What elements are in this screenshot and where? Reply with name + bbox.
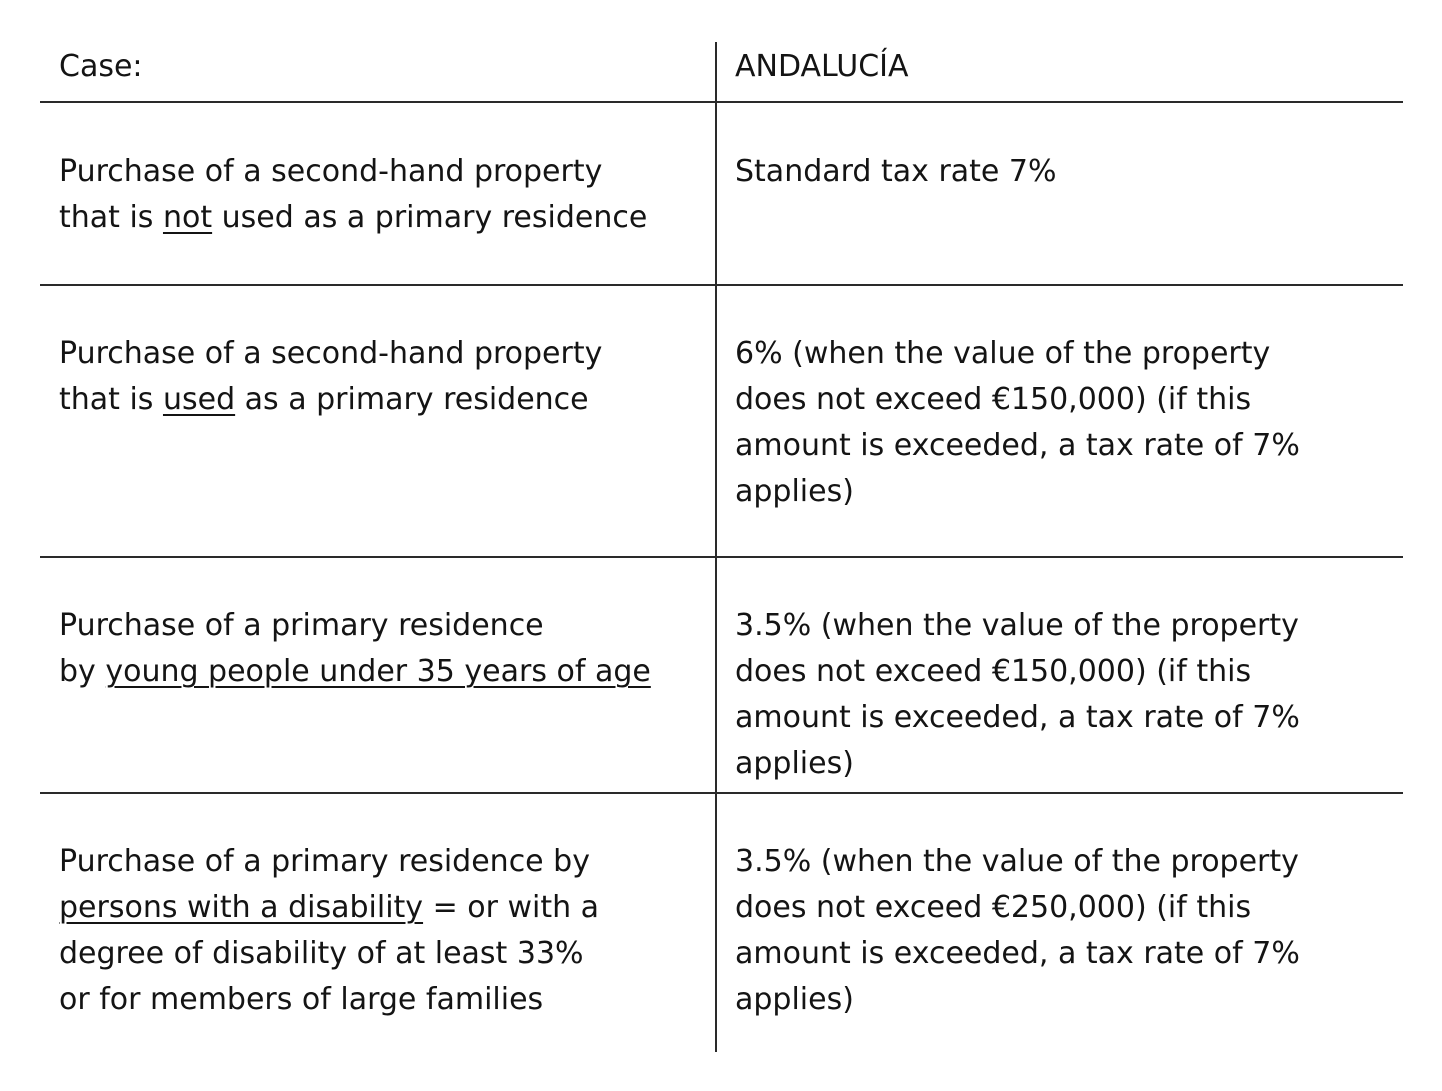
- table-row-rate: 6% (when the value of the property does not exceed €150,000) (if this amount is exceeded, a tax rate of 7% applies): [735, 336, 1300, 509]
- header-region-label: ANDALUCÍA: [735, 49, 909, 84]
- table-row-rate: 3.5% (when the value of the property does not exceed €150,000) (if this amount is exceeded, a tax rate of 7% applies): [735, 608, 1300, 781]
- table-row-case: Purchase of a primary residence by persons with a disability = or with a degree of disability of at least 33% or for members of large families: [59, 844, 600, 1017]
- row-divider: [40, 556, 1403, 558]
- table-row-rate: Standard tax rate 7%: [735, 154, 1057, 189]
- table-row-case: Purchase of a primary residence by young people under 35 years of age: [59, 608, 651, 689]
- column-divider: [715, 42, 717, 1052]
- header-case-label: Case:: [59, 49, 143, 84]
- underlined-text: young people under 35 years of age: [105, 654, 651, 689]
- header-row-divider: [40, 101, 1403, 103]
- table-row-case: Purchase of a second-hand property that is used as a primary residence: [59, 336, 603, 417]
- underlined-text: persons with a disability: [59, 890, 424, 925]
- underlined-text: not: [162, 200, 213, 235]
- table-row-rate: 3.5% (when the value of the property does not exceed €250,000) (if this amount is exceeded, a tax rate of 7% applies): [735, 844, 1300, 1017]
- row-divider: [40, 284, 1403, 286]
- row-divider: [40, 792, 1403, 794]
- table-row-case: Purchase of a second-hand property that is not used as a primary residence: [59, 154, 648, 235]
- underlined-text: used: [162, 382, 236, 417]
